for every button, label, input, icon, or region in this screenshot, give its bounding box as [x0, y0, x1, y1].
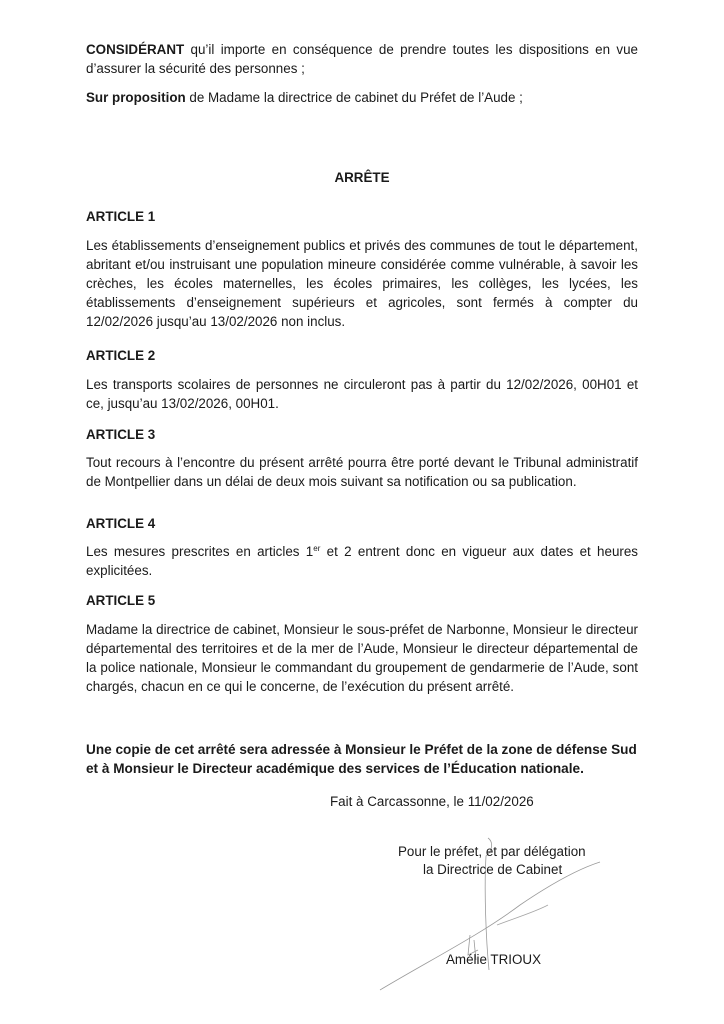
- article-2-text: Les transports scolaires de personnes ne circuleront pas à partir du 12/02/2026, 00H01 et ce, jusqu’au 13/02/2026, 00H01.: [86, 377, 638, 411]
- proposition-text: de Madame la directrice de cabinet du Préfet de l’Aude ;: [185, 90, 523, 105]
- proposition-lead: Sur proposition: [86, 90, 186, 105]
- article-5-heading: ARTICLE 5: [86, 593, 156, 608]
- signature-line-2: la Directrice de Cabinet: [423, 862, 563, 877]
- article-1-heading: ARTICLE 1: [86, 209, 156, 224]
- considerant-text: qu’il importe en conséquence de prendre toutes les dispositions en vue d’assurer la sécurité des personnes ;: [86, 42, 638, 76]
- article-4-text-before: Les mesures prescrites en articles 1: [86, 544, 314, 559]
- decree-title: ARRÊTE: [334, 170, 390, 185]
- signature-line-1: Pour le préfet, et par délégation: [398, 844, 586, 859]
- considerant-lead: CONSIDÉRANT: [86, 42, 185, 57]
- signature-stroke-long: [380, 862, 600, 990]
- article-1-text: Les établissements d’enseignement publics et privés des communes de tout le département, abritant et/ou instruisant une population mineure considérée comme vulnérable, à savoir les crèches, les écoles maternelles, les écoles primaires, les collèges, les lycées, les établissements d’enseignement supérieurs et agricoles, sont fermés à compter du 12/02/2026 jusqu’au 13/02/2026 non inclus.: [86, 238, 638, 329]
- article-4-text-after: et 2 entrent donc en vigueur aux dates et heures explicitées.: [86, 544, 638, 578]
- signatory-name: Amélie TRIOUX: [446, 952, 541, 967]
- place-date: Fait à Carcassonne, le 11/02/2026: [330, 794, 534, 809]
- signature-stroke-short: [497, 905, 548, 925]
- article-3-text: Tout recours à l’encontre du présent arrêté pourra être porté devant le Tribunal administratif de Montpellier dans un délai de deux mois suivant sa notification ou sa publication.: [86, 455, 638, 489]
- article-3-heading: ARTICLE 3: [86, 427, 156, 442]
- article-2-heading: ARTICLE 2: [86, 348, 156, 363]
- article-4-heading: ARTICLE 4: [86, 516, 156, 531]
- article-4-superscript: er: [313, 544, 321, 553]
- article-5-text: Madame la directrice de cabinet, Monsieur le sous-préfet de Narbonne, Monsieur le directeur départemental des territoires et de la mer de l’Aude, Monsieur le directeur départemental de la police nationale, Monsieur le commandant du groupement de gendarmerie de l’Aude, sont chargés, chacun en ce qui le concerne, de l’exécution du présent arrêté.: [86, 622, 638, 694]
- copy-notice: Une copie de cet arrêté sera adressée à Monsieur le Préfet de la zone de défense Sud et à Monsieur le Directeur académique des services de l’Éducation nationale.: [86, 742, 637, 776]
